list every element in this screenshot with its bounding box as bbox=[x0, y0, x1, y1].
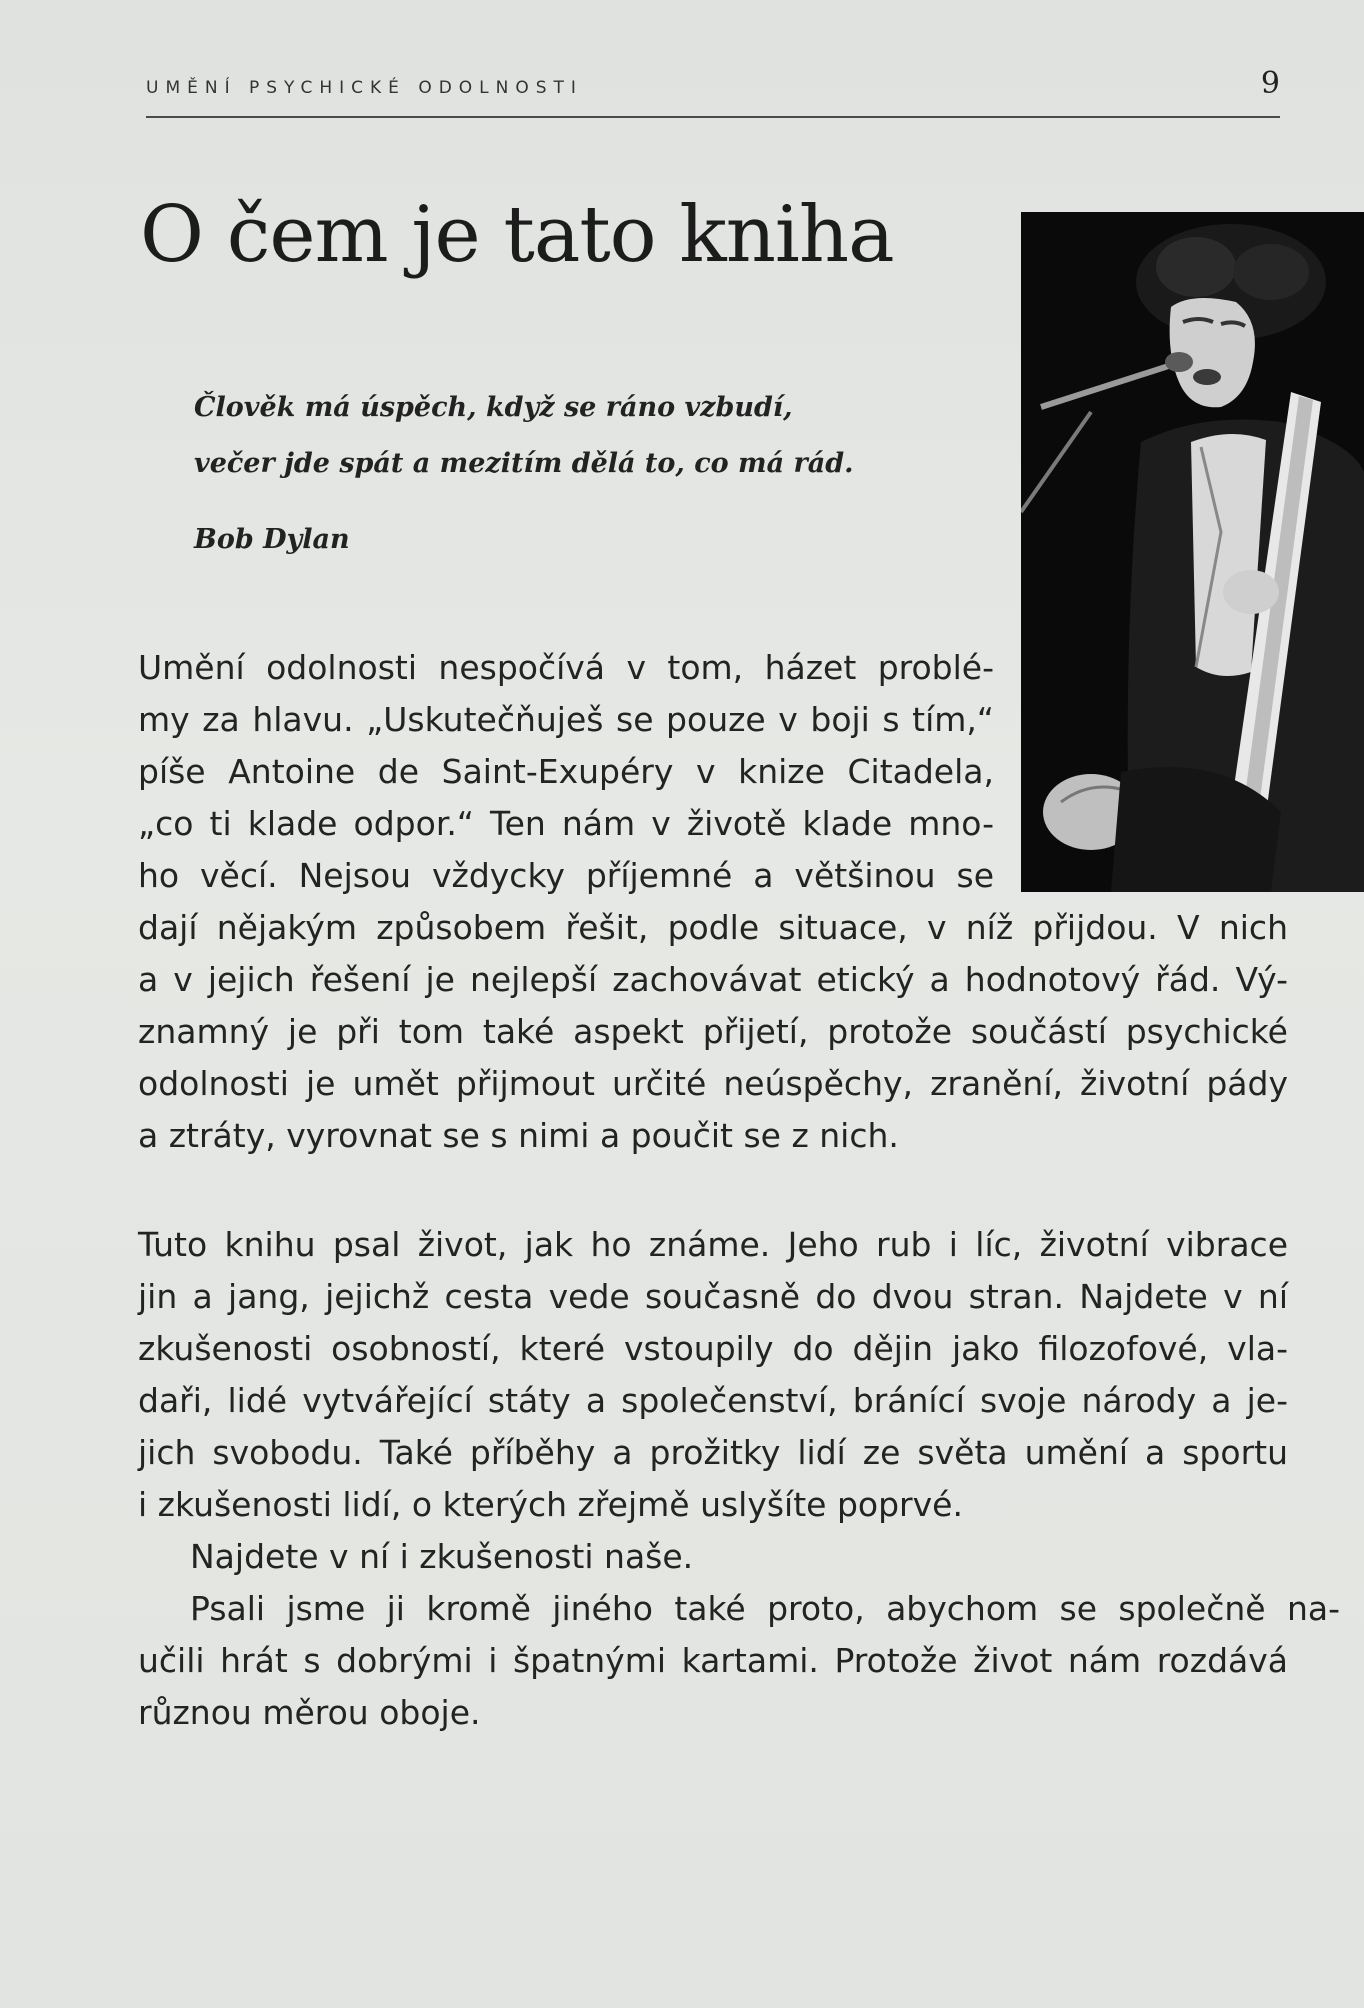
text-line: ho věcí. Nejsou vždycky příjemné a většinou se bbox=[138, 856, 994, 895]
text-line: Psali jsme ji kromě jiného také proto, abychom se společně na- bbox=[190, 1589, 1340, 1628]
page-number: 9 bbox=[1260, 66, 1280, 101]
epigraph-author: Bob Dylan bbox=[194, 524, 350, 555]
epigraph-line: Člověk má úspěch, když se ráno vzbudí, bbox=[194, 392, 793, 423]
epigraph bbox=[194, 380, 974, 568]
text-line: dají nějakým způsobem řešit, podle situace, v níž přijdou. V nich bbox=[138, 908, 1288, 947]
text-line: daři, lidé vytvářející státy a společenství, bránící svoje národy a je- bbox=[138, 1381, 1288, 1420]
text-line: učili hrát s dobrými i špatnými kartami. Protože život nám rozdává bbox=[138, 1641, 1288, 1680]
body-paragraph bbox=[138, 1219, 1340, 1739]
text-line: „co ti klade odpor.“ Ten nám v životě klade mno- bbox=[138, 804, 994, 843]
body-paragraph bbox=[138, 642, 1288, 1162]
text-line: Umění odolnosti nespočívá v tom, házet problé- bbox=[138, 648, 994, 687]
running-title: UMĚNÍ PSYCHICKÉ ODOLNOSTI bbox=[146, 78, 583, 98]
text-line: Najdete v ní i zkušenosti naše. bbox=[190, 1537, 694, 1576]
header-rule bbox=[146, 116, 1280, 118]
running-head bbox=[146, 66, 1280, 101]
text-line: znamný je při tom také aspekt přijetí, protože součástí psychické bbox=[138, 1012, 1288, 1051]
text-line: Tuto knihu psal život, jak ho známe. Jeho rub i líc, životní vibrace bbox=[138, 1225, 1288, 1264]
chapter-title: O čem je tato kniha bbox=[140, 190, 894, 280]
text-line: i zkušenosti lidí, o kterých zřejmě uslyšíte poprvé. bbox=[138, 1485, 963, 1524]
text-line: a ztráty, vyrovnat se s nimi a poučit se z nich. bbox=[138, 1116, 899, 1155]
text-line: odolnosti je umět přijmout určité neúspěchy, zranění, životní pády bbox=[138, 1064, 1288, 1103]
text-line: jich svobodu. Také příběhy a prožitky lidí ze světa umění a sportu bbox=[138, 1433, 1288, 1472]
text-line: píše Antoine de Saint-Exupéry v knize Citadela, bbox=[138, 752, 994, 791]
text-line: zkušenosti osobností, které vstoupily do dějin jako filozofové, vla- bbox=[138, 1329, 1288, 1368]
text-line: my za hlavu. „Uskutečňuješ se pouze v boji s tím,“ bbox=[138, 700, 994, 739]
epigraph-line: večer jde spát a mezitím dělá to, co má rád. bbox=[194, 448, 854, 479]
text-line: a v jejich řešení je nejlepší zachovávat etický a hodnotový řád. Vý- bbox=[138, 960, 1288, 999]
text-line: jin a jang, jejichž cesta vede současně do dvou stran. Najdete v ní bbox=[138, 1277, 1288, 1316]
text-line: různou měrou oboje. bbox=[138, 1693, 481, 1732]
